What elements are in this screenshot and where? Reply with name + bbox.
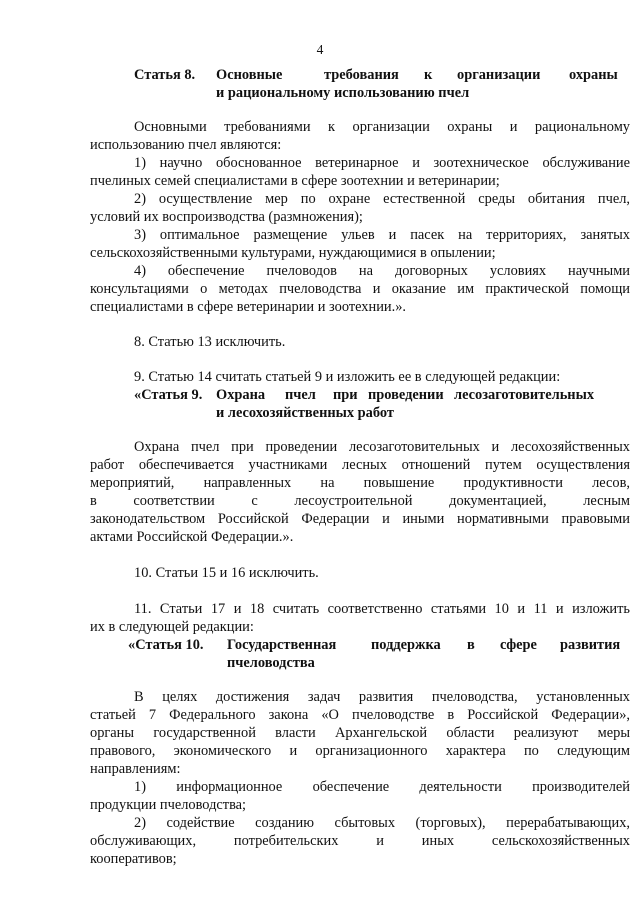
article-9-line: в соответствии с лесоустроительной документацией, лесным — [90, 493, 630, 509]
item-11-line: 11. Статьи 17 и 18 считать соответственно статьями 10 и 11 и изложить — [134, 601, 630, 617]
article-9-title-line2: и лесохозяйственных работ — [216, 405, 394, 421]
article-10-title-word: поддержка — [371, 637, 441, 653]
article-8-line: сельскохозяйственными культурами, нуждающимися в опылении; — [90, 245, 496, 261]
article-10-line: продукции пчеловодства; — [90, 797, 247, 813]
article-8-line: 1) научно обоснованное ветеринарное и зоотехническое обслуживание — [134, 155, 630, 171]
page-number: 4 — [316, 42, 324, 57]
article-10-label: «Статья 10. — [128, 637, 204, 653]
article-10-line: органы государственной власти Архангельской области реализуют меры — [90, 725, 630, 741]
article-10-line: статьей 7 Федерального закона «О пчеловодстве в Российской Федерации», — [90, 707, 630, 723]
article-10-line: 1) информационное обеспечение деятельности производителей — [134, 779, 630, 795]
article-8-title-word: охраны — [569, 67, 618, 83]
article-8-line: консультациями о методах пчеловодства и оказание им практической помощи — [90, 281, 630, 297]
article-9-label: «Статья 9. — [134, 387, 203, 403]
article-8-line: специалистами в сфере ветеринарии и зоотехнии.». — [90, 299, 406, 315]
article-10-line: обслуживающих, потребительских и иных сельскохозяйственных — [90, 833, 630, 849]
article-8-line: 3) оптимальное размещение ульев и пасек на территориях, занятых — [134, 227, 630, 243]
article-9-title-word: при — [333, 387, 358, 403]
item-8: 8. Статью 13 исключить. — [134, 334, 286, 350]
article-8-line: Основными требованиями к организации охраны и рациональному — [134, 119, 630, 135]
article-8-label: Статья 8. — [134, 67, 196, 83]
item-11-line: их в следующей редакции: — [90, 619, 254, 635]
article-8-title-word: Основные — [216, 67, 283, 83]
article-9-line: мероприятий, направленных на повышение продуктивности лесов, — [90, 475, 630, 491]
article-10-line: направлениям: — [90, 761, 181, 777]
article-10-title-word: Государственная — [227, 637, 337, 653]
article-8-title-word: требования — [324, 67, 399, 83]
article-10-line: В целях достижения задач развития пчеловодства, установленных — [134, 689, 630, 705]
article-10-title-word: развития — [560, 637, 621, 653]
article-9-title-word: проведении — [368, 387, 444, 403]
article-9-title-word: лесозаготовительных — [454, 387, 595, 403]
article-8-title-word: к — [424, 67, 433, 83]
article-8-line: 2) осуществление мер по охране естественной среды обитания пчел, — [134, 191, 630, 207]
article-9-line: законодательством Российской Федерации и иными нормативными правовыми — [90, 511, 630, 527]
article-9-title-word: пчел — [285, 387, 316, 403]
article-9-line: актами Российской Федерации.». — [90, 529, 294, 545]
item-9: 9. Статью 14 считать статьей 9 и изложить ее в следующей редакции: — [134, 369, 561, 385]
article-8-title-line2: и рациональному использованию пчел — [216, 85, 470, 101]
article-8-line: условий их воспроизводства (размножения); — [90, 209, 363, 225]
article-10-line: правового, экономического и организационного характера по следующим — [90, 743, 630, 759]
article-10-title-word: сфере — [500, 637, 537, 653]
article-8-line: 4) обеспечение пчеловодов на договорных условиях научными — [134, 263, 630, 279]
article-9-title-word: Охрана — [216, 387, 266, 403]
article-8-title-word: организации — [457, 67, 541, 83]
article-8-line: пчелиных семей специалистами в сфере зоотехнии и ветеринарии; — [90, 173, 500, 189]
article-8-line: использованию пчел являются: — [90, 137, 282, 153]
item-10: 10. Статьи 15 и 16 исключить. — [134, 565, 319, 581]
article-9-line: работ обеспечивается участниками лесных отношений путем осуществления — [90, 457, 630, 473]
article-10-title-line2: пчеловодства — [227, 655, 315, 671]
article-10-title-word: в — [467, 637, 475, 653]
article-10-line: 2) содействие созданию сбытовых (торговых), перерабатывающих, — [134, 815, 630, 831]
article-9-line: Охрана пчел при проведении лесозаготовительных и лесохозяйственных — [134, 439, 630, 455]
article-10-line: кооперативов; — [90, 851, 177, 867]
